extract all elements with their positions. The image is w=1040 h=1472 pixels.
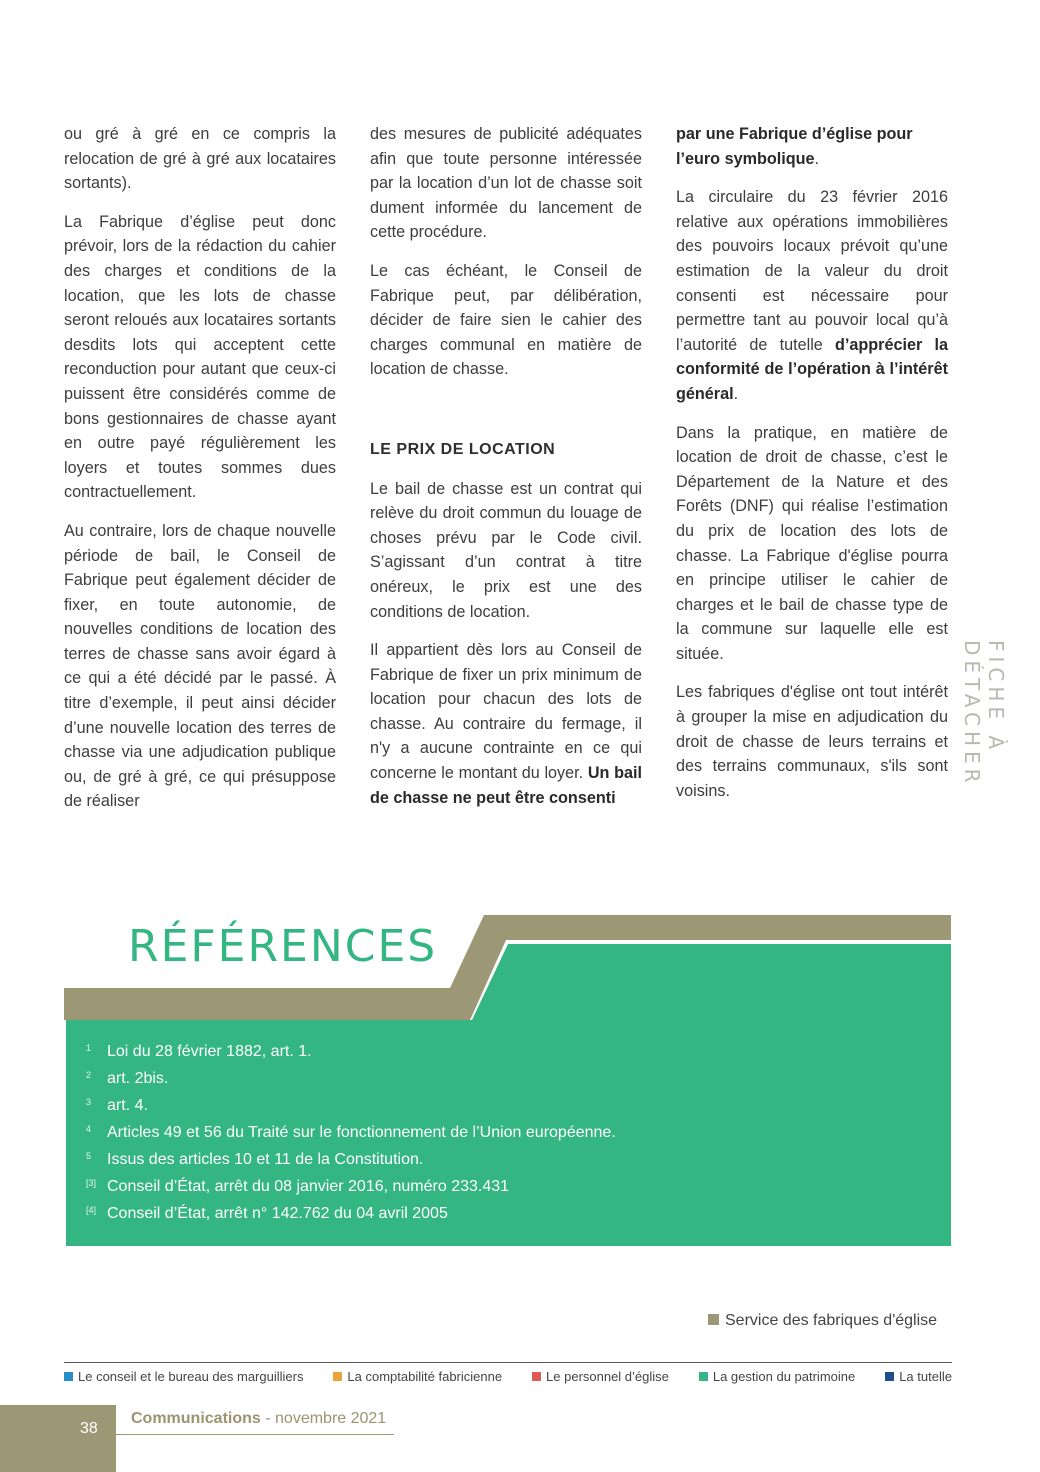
reference-item <box>86 1202 946 1229</box>
text-column-3 <box>676 122 948 817</box>
category-label: Le personnel d’église <box>546 1369 669 1384</box>
category-legend <box>64 1369 952 1384</box>
reference-item <box>86 1148 946 1175</box>
paragraph <box>370 638 642 810</box>
text-column-2 <box>370 122 642 824</box>
paragraph-text: Il appartient dès lors au Conseil de Fabrique de fixer un prix minimum de location pour chacun des lots de chasse. Au contraire du fermage, il n'y a aucune contrainte en ce qui concerne le montant du loyer. <box>370 641 642 783</box>
reference-item <box>86 1121 946 1148</box>
green-square-icon <box>699 1372 708 1381</box>
paragraph: La Fabrique d’église peut donc prévoir, lors de la rédaction du cahier des charges et conditions de la location, que les lots de chasse seront reloués aux locataires sortants desdits lots qui acceptent cette reconduction pour autant que ceux-ci puissent être considérés comme de bons gestionnaires de chasse ayant en outre payé régulièrement les loyers et toutes sommes dues contractuellement. <box>64 212 336 502</box>
emphasis-text: d’apprécier la conformité de l’opération à l’intérêt général <box>676 335 948 403</box>
paragraph: Le bail de chasse est un contrat qui relève du droit commun du louage de choses prévu par le Code civil. S’agissant d’un contrat à titre onéreux, le prix est une des conditions de location. <box>370 479 642 621</box>
category-supervision[interactable] <box>885 1369 952 1384</box>
category-staff[interactable] <box>532 1369 669 1384</box>
paragraph-text: . <box>814 149 820 168</box>
category-label: La comptabilité fabricienne <box>347 1369 503 1384</box>
paragraph-text: . <box>733 384 739 403</box>
footnote-number: 2 <box>86 1070 92 1080</box>
section-heading: LE PRIX DE LOCATION <box>370 440 556 458</box>
emphasis-text: Un bail de chasse ne peut être consenti <box>370 764 642 807</box>
divider <box>64 1362 952 1363</box>
service-square-icon <box>708 1314 719 1325</box>
red-square-icon <box>532 1372 541 1381</box>
footnote-number: [3] <box>86 1178 97 1188</box>
reference-item <box>86 1175 946 1202</box>
reference-item <box>86 1094 946 1121</box>
paragraph-text: La circulaire du 23 février 2016 relative aux opérations immobilières des pouvoirs locaux prévoit qu’une estimation de la valeur du droit consenti est nécessaire pour permettre tant au pouvoir local qu’à l’autorité de tutelle <box>676 188 948 354</box>
paragraph: ou gré à gré en ce compris la relocation de gré à gré aux locataires sortants). <box>64 125 336 193</box>
category-label: La gestion du patrimoine <box>712 1369 856 1384</box>
reference-text: Issus des articles 10 et 11 de la Constitution. <box>107 1151 424 1168</box>
reference-item <box>86 1067 946 1094</box>
reference-text: Conseil d’État, arrêt du 08 janvier 2016, numéro 233.431 <box>107 1178 510 1195</box>
publication-date: - novembre 2021 <box>260 1410 387 1427</box>
paragraph <box>676 122 948 171</box>
page-number: 38 <box>80 1420 98 1437</box>
category-label: La tutelle <box>899 1369 952 1384</box>
category-label: Le conseil et le bureau des marguilliers <box>78 1369 304 1384</box>
publication-underline <box>116 1434 394 1435</box>
footnote-number: 5 <box>86 1151 92 1161</box>
detachable-sheet-tag: FICHE À DÉTACHER <box>960 640 1008 788</box>
reference-text: art. 4. <box>107 1097 148 1114</box>
service-label <box>708 1312 937 1330</box>
footnote-number: 4 <box>86 1124 92 1134</box>
paragraph: Au contraire, lors de chaque nouvelle période de bail, le Conseil de Fabrique peut également décider de fixer, en toute autonomie, de nouvelles conditions de location des terres de chasse sans avoir égard à ce qui a été décidé par le passé. À titre d’exemple, il peut ainsi décider d’une nouvelle location des terres de chasse via une adjudication publique ou, de gré à gré, ce qui présuppose de réaliser <box>64 521 336 811</box>
paragraph: Dans la pratique, en matière de location de droit de chasse, c’est le Département de la Nature et des Forêts (DNF) qui réalise l’estimation du prix de location des lots de chasse. La Fabrique d'église pourra en principe utiliser le cahier de charges et le bail de chasse type de la commune sur laquelle elle est située. <box>676 423 948 663</box>
text-column-1 <box>64 122 336 828</box>
reference-text: Conseil d’État, arrêt n° 142.762 du 04 avril 2005 <box>107 1205 448 1222</box>
emphasis-text: par une Fabrique d’église pour l’euro symbolique <box>676 125 913 168</box>
paragraph: Le cas échéant, le Conseil de Fabrique peut, par délibération, décider de faire sien le cahier des charges communal en matière de location de chasse. <box>370 261 642 379</box>
navy-square-icon <box>885 1372 894 1381</box>
footnote-number: 3 <box>86 1097 92 1107</box>
category-accounting[interactable] <box>333 1369 502 1384</box>
blue-square-icon <box>64 1372 73 1381</box>
reference-text: Articles 49 et 56 du Traité sur le fonctionnement de l’Union européenne. <box>107 1124 616 1141</box>
reference-text: art. 2bis. <box>107 1070 169 1087</box>
page-number-box <box>0 1405 116 1472</box>
footnote-number: 1 <box>86 1043 92 1053</box>
references-list <box>86 1040 946 1229</box>
service-text: Service des fabriques d'église <box>725 1312 938 1329</box>
publication-name: Communications <box>131 1410 261 1427</box>
publication-info <box>131 1410 386 1428</box>
orange-square-icon <box>333 1372 342 1381</box>
category-council[interactable] <box>64 1369 303 1384</box>
paragraph: Les fabriques d'église ont tout intérêt à grouper la mise en adjudication du droit de chasse de leurs terrains et des terrains communaux, s'ils sont voisins. <box>676 683 948 800</box>
paragraph <box>676 185 948 406</box>
footnote-number: [4] <box>86 1205 97 1215</box>
category-heritage[interactable] <box>699 1369 855 1384</box>
references-title: RÉFÉRENCES <box>128 921 438 972</box>
reference-text: Loi du 28 février 1882, art. 1. <box>107 1043 312 1060</box>
paragraph: des mesures de publicité adéquates afin que toute personne intéressée par la location d’un lot de chasse soit dument informée du lancement de cette procédure. <box>370 125 642 242</box>
reference-item <box>86 1040 946 1067</box>
